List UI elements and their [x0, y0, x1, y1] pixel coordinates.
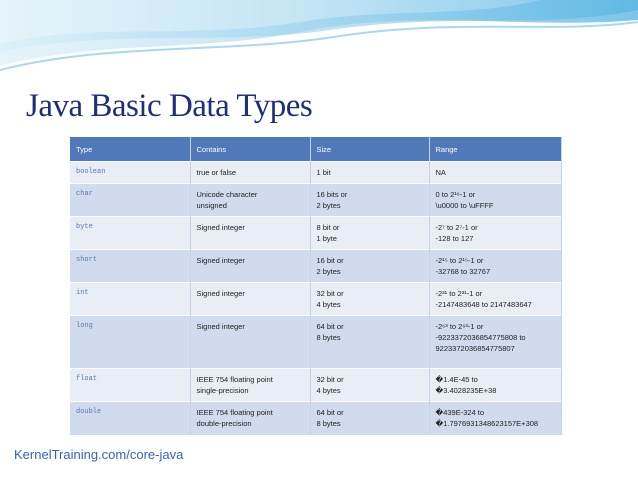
cell-contains-line: Unicode character: [196, 190, 258, 199]
cell-contains: [190, 217, 310, 250]
table-row: [70, 250, 561, 283]
table-row: [70, 316, 561, 369]
cell-range: [429, 162, 561, 184]
cell-type: char: [70, 184, 190, 217]
cell-range-line: -2⁶³ to 2⁶³-1 or: [435, 322, 484, 331]
cell-size-line: 8 bit or: [316, 223, 340, 232]
cell-size-line: 8 bytes: [316, 419, 341, 428]
column-header-size: Size: [310, 137, 429, 162]
cell-range-line: \u0000 to \uFFFF: [435, 201, 494, 210]
cell-type: long: [70, 316, 190, 369]
cell-size-line: 4 bytes: [316, 386, 341, 395]
column-header-type: Type: [70, 137, 190, 162]
cell-size-line: 64 bit or: [316, 408, 344, 417]
cell-type: float: [70, 369, 190, 402]
cell-range: [429, 369, 561, 402]
cell-contains-line: Signed integer: [196, 322, 245, 331]
table-row: [70, 162, 561, 184]
cell-range-line: -32768 to 32767: [435, 267, 491, 276]
cell-contains-line: IEEE 754 floating point: [196, 375, 273, 384]
cell-type: double: [70, 402, 190, 435]
cell-range-line: 9223372036854775807: [435, 344, 515, 353]
cell-type: boolean: [70, 162, 190, 184]
cell-size-line: 16 bits or: [316, 190, 348, 199]
cell-size-line: 16 bit or: [316, 256, 344, 265]
cell-size-line: 2 bytes: [316, 201, 341, 210]
cell-range-line: NA: [435, 168, 446, 177]
cell-range: [429, 184, 561, 217]
cell-size: [310, 250, 429, 283]
cell-size: [310, 316, 429, 369]
cell-range-line: -128 to 127: [435, 234, 474, 243]
table-header-row: [70, 137, 561, 162]
cell-range-line: -2147483648 to 2147483647: [435, 300, 532, 309]
cell-contains: [190, 316, 310, 369]
cell-size-line: 4 bytes: [316, 300, 341, 309]
cell-contains: [190, 369, 310, 402]
cell-contains-line: true or false: [196, 168, 237, 177]
cell-contains: [190, 162, 310, 184]
cell-size: [310, 184, 429, 217]
cell-contains: [190, 283, 310, 316]
cell-range-line: -2⁷ to 2⁷-1 or: [435, 223, 478, 232]
cell-size-line: 64 bit or: [316, 322, 344, 331]
cell-contains-line: unsigned: [196, 201, 227, 210]
cell-size-line: 1 bit: [316, 168, 331, 177]
column-header-range: Range: [429, 137, 561, 162]
cell-range-line: �1.7976931348623157E+308: [435, 419, 539, 428]
cell-type: short: [70, 250, 190, 283]
cell-range-line: �1.4E-45 to: [435, 375, 478, 384]
cell-range-line: 0 to 2¹⁶-1 or: [435, 190, 476, 199]
data-types-table: [70, 137, 562, 435]
cell-range: [429, 402, 561, 435]
footer-link[interactable]: KernelTraining.com/core-java: [14, 447, 184, 462]
slide-title: Java Basic Data Types: [26, 88, 313, 124]
table-row: [70, 217, 561, 250]
table-row: [70, 184, 561, 217]
cell-contains: [190, 184, 310, 217]
table-row: [70, 369, 561, 402]
cell-contains-line: double-precision: [196, 419, 252, 428]
cell-range: [429, 217, 561, 250]
table-row: [70, 402, 561, 435]
cell-size-line: 32 bit or: [316, 375, 344, 384]
table-row: [70, 283, 561, 316]
cell-range-line: �3.4028235E+38: [435, 386, 497, 395]
cell-range: [429, 283, 561, 316]
cell-type: byte: [70, 217, 190, 250]
cell-size: [310, 162, 429, 184]
cell-range-line: -2³¹ to 2³¹-1 or: [435, 289, 483, 298]
cell-contains-line: IEEE 754 floating point: [196, 408, 273, 417]
cell-contains-line: Signed integer: [196, 256, 245, 265]
cell-size-line: 32 bit or: [316, 289, 344, 298]
cell-contains: [190, 402, 310, 435]
column-header-contains: Contains: [190, 137, 310, 162]
cell-size: [310, 369, 429, 402]
cell-size: [310, 217, 429, 250]
cell-contains-line: single-precision: [196, 386, 249, 395]
decorative-wave-header: [0, 0, 638, 72]
cell-size-line: 8 bytes: [316, 333, 341, 342]
cell-range-line: -9223372036854775808 to: [435, 333, 526, 342]
cell-size: [310, 402, 429, 435]
cell-range-line: �439E-324 to: [435, 408, 485, 417]
cell-contains-line: Signed integer: [196, 289, 245, 298]
cell-range: [429, 316, 561, 369]
cell-size: [310, 283, 429, 316]
cell-contains-line: Signed integer: [196, 223, 245, 232]
cell-size-line: 2 bytes: [316, 267, 341, 276]
cell-range-line: -2¹⁵ to 2¹⁵-1 or: [435, 256, 484, 265]
cell-size-line: 1 byte: [316, 234, 337, 243]
cell-type: int: [70, 283, 190, 316]
cell-contains: [190, 250, 310, 283]
table-body: [70, 162, 561, 435]
data-types-table-image: [70, 137, 561, 435]
cell-range: [429, 250, 561, 283]
